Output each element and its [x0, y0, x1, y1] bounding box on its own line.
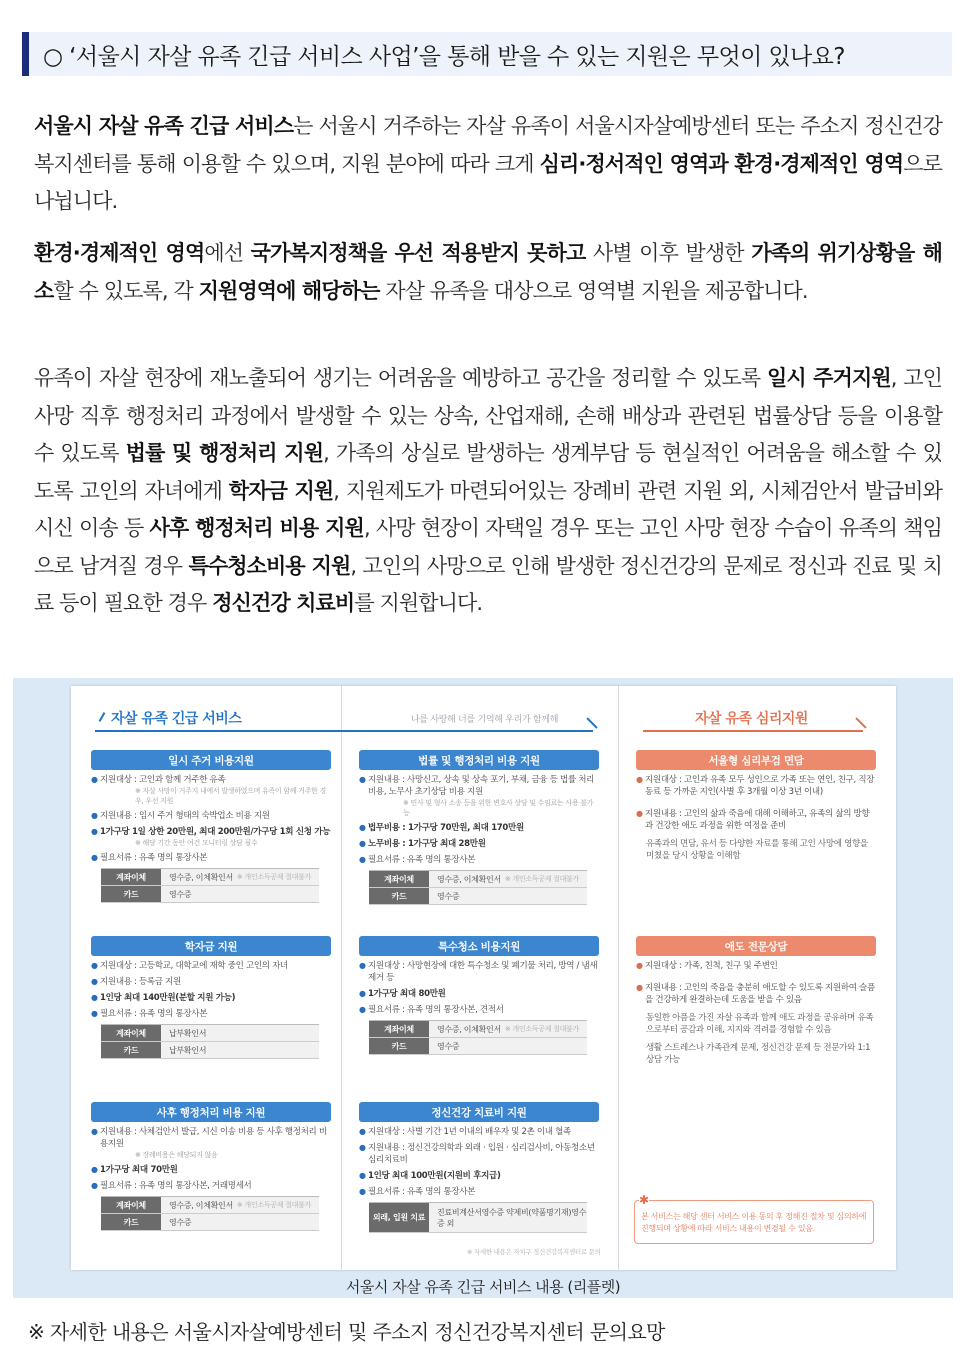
list-item [359, 838, 599, 850]
table-value: 납부확인서 [161, 1042, 319, 1058]
table-key: 카드 [101, 1042, 161, 1058]
table-row [101, 886, 319, 903]
item-subtext: 유족과의 면담, 유서 등 다양한 자료를 통해 고인 사망에 영향을 미쳤을 당시 상황을 이해함 [646, 839, 868, 861]
bullet-icon: ● [91, 811, 98, 820]
bullet-icon: ● [359, 1187, 366, 1196]
bullet-icon: ● [359, 823, 366, 832]
card-counsel-title: 서울형 심리부검 면담 [636, 750, 876, 770]
item-text: 노무비용 : 1가구당 최대 28만원 [368, 839, 486, 849]
section-question-heading: ○ ‘서울시 자살 유족 긴급 서비스 사업’을 통해 받을 수 있는 지원은 무엇이 있나요? [22, 32, 952, 76]
bullet-icon: ● [359, 775, 366, 784]
table-value: 납부확인서 [161, 1025, 319, 1041]
leaflet-caption: 서울시 자살 유족 긴급 서비스 내용 (리플렛) [345, 1278, 621, 1296]
bullet-icon: ● [91, 827, 98, 836]
docs-table [369, 870, 587, 905]
table-value: 영수증 [429, 888, 587, 904]
docs-table [101, 1024, 319, 1059]
star-icon: ✱ [639, 1193, 649, 1207]
table-row [101, 1214, 319, 1231]
list-item [359, 1004, 599, 1016]
item-text: 필요서류 : 유족 명의 통장사본 [368, 855, 476, 865]
bullet-icon: ● [636, 983, 643, 992]
contact-footnote: ※ 자세한 내용은 서울시자살예방센터 및 주소지 정신건강복지센터 문의요망 [28, 1320, 665, 1344]
list-item [91, 1180, 331, 1192]
bullet-icon: ● [359, 1143, 366, 1152]
item-note: ※ 장례비용은 해당되지 않음 [135, 1151, 218, 1159]
docs-table [101, 1196, 319, 1231]
card-medical [359, 1102, 599, 1233]
table-value: 영수증 [161, 1214, 319, 1230]
table-key: 계좌이체 [101, 1025, 161, 1041]
card-legal [359, 750, 599, 905]
list-item [359, 774, 599, 798]
item-text: 1가구당 최대 70만원 [100, 1165, 178, 1175]
card-grief [636, 936, 876, 1066]
card-cleaning [359, 936, 599, 1055]
card-admin-title: 사후 행정처리 비용 지원 [91, 1102, 331, 1122]
item-text: 1인당 최대 100만원(지원비 후지급) [368, 1171, 501, 1181]
card-housing-title: 일시 주거 비용지원 [91, 750, 331, 770]
item-text: 지원내용 : 사망신고, 상속 및 상속 포기, 부채, 금융 등 법률 처리 비용, 노무사 초기상담 비용 지원 [368, 775, 595, 797]
table-key: 계좌이체 [101, 1197, 161, 1213]
table-value: 진료비계산서영수증 약제비(약품명기재)영수증 외 [429, 1203, 587, 1232]
bullet-icon: ● [359, 839, 366, 848]
table-key: 카드 [101, 1214, 161, 1230]
table-key: 계좌이체 [101, 869, 161, 885]
bullet-icon: ● [91, 977, 98, 986]
list-item [359, 854, 599, 866]
table-row [101, 869, 319, 886]
table-key: 계좌이체 [369, 871, 429, 887]
list-item [359, 960, 599, 984]
bracket-arrow-icon [855, 717, 866, 728]
card-medical-title: 정신건강 치료비 지원 [359, 1102, 599, 1122]
bracket-open-icon [99, 712, 106, 722]
docs-table [369, 1020, 587, 1055]
list-item [359, 1142, 599, 1166]
item-text: 법무비용 : 1가구당 70만원, 최대 170만원 [368, 823, 524, 833]
paragraph-support-details: 유족이 자살 현장에 재노출되어 생기는 어려움을 예방하고 공간을 정리할 수 있도록 일시 주거지원, 고인 사망 직후 행정처리 과정에서 발생할 수 있는 상속, 산업재해, 손해 배상과 관련된 법률상담 등을 이용할 수 있도록 법률 및 행정처리 지원, 가족의 상실로 발생하는 생계부담 등 현실적인 어려움을 해소할 수 있도록 고인의 자녀에게 학자금 지원, 지원제도가 마련되어있는 장례비 관련 지원 외, 시체검안서 발급비와 시신 이송 등 사후 행정처리 비용 지원, 사망 현장이 자택일 경우 또는 고인 사망 현장 수습이 유족의 책임으로 남겨질 경우 특수청소비용 지원, 고인의 사망으로 인해 발생한 정신건강의 문제로 정신과 진료 및 치료 등이 필요한 경우 정신건강 치료비를 지원합니다. [34, 366, 943, 615]
leaflet-image [71, 686, 896, 1270]
table-row [369, 1203, 587, 1233]
bracket-arrow-icon [586, 717, 597, 728]
item-note: ※ 자살 사망이 거주지 내에서 발생하였으며 유족이 함께 거주한 경우, 우선 지원 [135, 787, 326, 805]
bullet-icon: ● [636, 775, 643, 784]
table-row [369, 1021, 587, 1038]
table-row [369, 1038, 587, 1055]
list-item [636, 960, 876, 972]
bullet-icon: ● [91, 1181, 98, 1190]
list-item [636, 982, 876, 1006]
table-row [369, 888, 587, 905]
bullet-icon: ● [359, 1005, 366, 1014]
item-note: ※ 민사 및 형사 소송 등을 위한 변호사 상담 및 수임료는 사용 불가능 [403, 799, 594, 817]
item-subtext: 동일한 아픔을 가진 자살 유족과 함께 애도 과정을 공유하며 유족으로부터 공감과 이해, 지지와 격려를 경험할 수 있음 [646, 1013, 874, 1035]
item-text: 지원대상 : 고등학교, 대학교에 재학 중인 고인의 자녀 [100, 961, 288, 971]
table-key: 카드 [369, 888, 429, 904]
list-item [91, 852, 331, 864]
table-value: 영수증, 이체확인서 ※ 개인소득공제 절대불가 [429, 1021, 587, 1037]
item-text: 지원내용 : 임시 주거 형태의 숙박업소 비용 지원 [100, 811, 270, 821]
list-item [359, 822, 599, 834]
list-item [91, 1008, 331, 1020]
warning-text: 본 서비스는 해당 센터 서비스 이용 동의 후 정해진 절차 및 심의하에 진행되며 상황에 따라 서비스 내용이 변경될 수 있음. [641, 1212, 867, 1233]
card-admin [91, 1102, 331, 1231]
bullet-icon: ● [91, 853, 98, 862]
table-value: 영수증, 이체확인서 ※ 개인소득공제 절대불가 [161, 869, 319, 885]
paragraph-intro: 서울시 자살 유족 긴급 서비스는 서울시 거주하는 자살 유족이 서울시자살예방센터 또는 주소지 정신건강복지센터를 통해 이용할 수 있으며, 지원 분야에 따라 크게 심리·정서적인 영역과 환경·경제적인 영역으로 나뉩니다. [34, 114, 942, 213]
bullet-icon: ● [359, 989, 366, 998]
list-item [91, 1164, 331, 1176]
bullet-icon: ● [359, 961, 366, 970]
item-text: 지원내용 : 등록금 지원 [100, 977, 181, 987]
list-item [636, 808, 876, 832]
table-row [101, 1197, 319, 1214]
list-item [91, 976, 331, 988]
list-item [359, 1186, 599, 1198]
card-housing [91, 750, 331, 903]
list-item [91, 992, 331, 1004]
item-note: ※ 해당 기간 동안 여건 모니터링 상담 필수 [135, 839, 258, 847]
item-subtext: 생활 스트레스나 가족관계 문제, 정신건강 문제 등 전문가와 1:1 상담 가능 [646, 1043, 871, 1065]
docs-table [101, 868, 319, 903]
card-tuition [91, 936, 331, 1059]
table-row [101, 1042, 319, 1059]
item-text: 필요서류 : 유족 명의 통장사본, 거래명세서 [100, 1181, 252, 1191]
docs-table [369, 1202, 587, 1233]
bullet-icon: ● [91, 775, 98, 784]
item-text: 지원대상 : 고인과 함께 거주한 유족 [100, 775, 226, 785]
table-value: 영수증, 이체확인서 ※ 개인소득공제 절대불가 [161, 1197, 319, 1213]
list-item [359, 1170, 599, 1182]
card-counsel [636, 750, 876, 862]
bullet-icon: ● [91, 961, 98, 970]
list-item [91, 774, 331, 786]
table-value: 영수증 [429, 1038, 587, 1054]
item-text: 지원내용 : 고인의 죽음을 충분히 애도할 수 있도록 지원하여 슬픔을 건강하게 완결하는데 도움을 받을 수 있음 [645, 983, 875, 1005]
bullet-icon: ● [91, 1165, 98, 1174]
table-key: 외래, 입원 치료 [369, 1203, 429, 1232]
bullet-icon: ● [359, 1171, 366, 1180]
item-text: 지원내용 : 고인의 삶과 죽음에 대해 이해하고, 유족의 삶의 방향과 건강한 애도 과정을 위한 여정을 준비 [645, 809, 870, 831]
table-value: 영수증, 이체확인서 ※ 개인소득공제 절대불가 [429, 871, 587, 887]
card-cleaning-title: 특수청소 비용지원 [359, 936, 599, 956]
bullet-icon: ● [636, 961, 643, 970]
leaflet-right-underline [643, 730, 863, 732]
item-text: 1가구당 최대 80만원 [368, 989, 446, 999]
card-legal-title: 법률 및 행정처리 비용 지원 [359, 750, 599, 770]
bullet-icon: ● [91, 1009, 98, 1018]
table-row [369, 871, 587, 888]
item-text: 지원대상 : 가족, 친척, 친구 및 주변인 [645, 961, 778, 971]
list-item [91, 826, 331, 838]
bullet-icon: ● [636, 809, 643, 818]
bullet-icon: ● [359, 1127, 366, 1136]
leaflet-slogan: 나를 사랑해 너를 기억해 우리가 함께해 [411, 715, 559, 725]
list-item [91, 960, 331, 972]
item-text: 지원대상 : 사망현장에 대한 특수청소 및 폐기물 처리, 방역 / 냄새 제거 등 [368, 961, 598, 983]
list-item [91, 810, 331, 822]
item-text: 1가구당 1일 상한 20만원, 최대 200만원/가구당 1회 신청 가능 [100, 827, 331, 837]
item-text: 필요서류 : 유족 명의 통장사본, 견적서 [368, 1005, 504, 1015]
table-key: 카드 [101, 886, 161, 902]
item-text: 지원내용 : 정신건강의학과 외래 · 입원 · 심리검사비, 아동청소년 심리치료비 [368, 1143, 595, 1165]
list-item [359, 988, 599, 1000]
service-warning-box [634, 1193, 874, 1244]
bullet-icon: ● [91, 993, 98, 1002]
leaflet-left-title: 자살 유족 긴급 서비스 [111, 711, 242, 727]
bullet-icon: ● [91, 1127, 98, 1136]
item-text: 지원내용 : 사체검안서 발급, 시신 이송 비용 등 사후 행정처리 비용지원 [100, 1127, 327, 1149]
leaflet-fold-1 [341, 686, 342, 1270]
table-key: 계좌이체 [369, 1021, 429, 1037]
leaflet-fold-2 [618, 686, 619, 1270]
item-text: 지원대상 : 고인과 유족 모두 성인으로 가족 또는 연인, 친구, 직장동료 등 가까운 지인(사별 후 3개월 이상 3년 이내) [645, 775, 875, 797]
paragraph-environment: 환경·경제적인 영역에선 국가복지정책을 우선 적용받지 못하고 사별 이후 발생한 가족의 위기상황을 해소할 수 있도록, 각 지원영역에 해당하는 자살 유족을 대상으로 영역별 지원을 제공합니다. [34, 241, 942, 303]
list-item [359, 1126, 599, 1138]
table-value: 영수증 [161, 886, 319, 902]
list-item [91, 1126, 331, 1150]
card-tuition-title: 학자금 지원 [91, 936, 331, 956]
list-item [636, 774, 876, 798]
leaflet-right-title: 자살 유족 심리지원 [695, 711, 808, 727]
leaflet-left-underline [95, 730, 593, 732]
item-text: 지원대상 : 사별 기간 1년 이내의 배우자 및 2촌 이내 혈족 [368, 1127, 571, 1137]
medical-footnote: ※ 자세한 내용은 자치구 정신건강복지센터로 문의 [467, 1248, 601, 1256]
item-text: 필요서류 : 유족 명의 통장사본 [100, 1009, 208, 1019]
table-row [101, 1025, 319, 1042]
item-text: 필요서류 : 유족 명의 통장사본 [100, 853, 208, 863]
card-grief-title: 애도 전문상담 [636, 936, 876, 956]
item-text: 필요서류 : 유족 명의 통장사본 [368, 1187, 476, 1197]
bullet-icon: ● [359, 855, 366, 864]
item-text: 1인당 최대 140만원(분할 지원 가능) [100, 993, 236, 1003]
table-key: 카드 [369, 1038, 429, 1054]
